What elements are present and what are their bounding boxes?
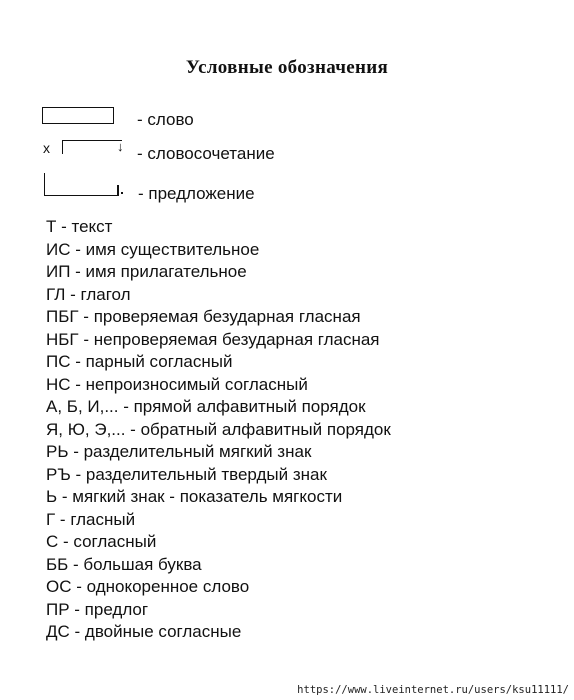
list-item: ПБГ - проверяемая безударная гласная [46, 307, 361, 326]
list-item: НС - непроизносимый согласный [46, 374, 308, 394]
list-item: ДС - двойные согласные [46, 622, 242, 641]
list-item: Я, Ю, Э,... - обратный алфавитный порядок [46, 419, 391, 439]
list-item: Ь - мягкий знак - показатель мягкости [46, 487, 343, 506]
list-item: ОС - однокоренное слово [46, 577, 250, 596]
phrase-bracket-symbol [62, 140, 122, 154]
phrase-symbol-label: - словосочетание [137, 144, 275, 163]
sentence-bracket-tick [117, 185, 119, 196]
list-item: ГЛ - глагол [46, 284, 131, 304]
phrase-x-mark: х [43, 140, 50, 156]
word-box-symbol [42, 107, 114, 124]
list-item: ББ - большая буква [46, 554, 202, 574]
list-item: РЬ - разделительный мягкий знак [46, 442, 312, 461]
list-item: ИС - имя существительное [46, 239, 260, 259]
sentence-period-dot [121, 192, 123, 194]
list-item: А, Б, И,... - прямой алфавитный порядок [46, 397, 366, 416]
list-item: С - согласный [46, 532, 157, 551]
list-item: ИП - имя прилагательное [46, 262, 247, 281]
page-title: Условные обозначения [185, 57, 389, 78]
sentence-symbol-label: - предложение [138, 184, 255, 203]
list-item: НБГ - непроверяемая безударная гласная [46, 329, 380, 349]
list-item: ПС - парный согласный [46, 352, 233, 371]
abbreviation-list [46, 216, 391, 644]
list-item: РЪ - разделительный твердый знак [46, 464, 327, 484]
sentence-bracket-symbol [44, 173, 118, 196]
word-symbol-label: - слово [137, 110, 194, 129]
source-url-watermark: https://www.liveinternet.ru/users/ksu11111/ [297, 684, 569, 696]
list-item: Т - текст [46, 217, 113, 236]
list-item: Г - гласный [46, 509, 136, 529]
list-item: ПР - предлог [46, 599, 149, 619]
arrow-down-icon: ↓ [117, 139, 124, 154]
